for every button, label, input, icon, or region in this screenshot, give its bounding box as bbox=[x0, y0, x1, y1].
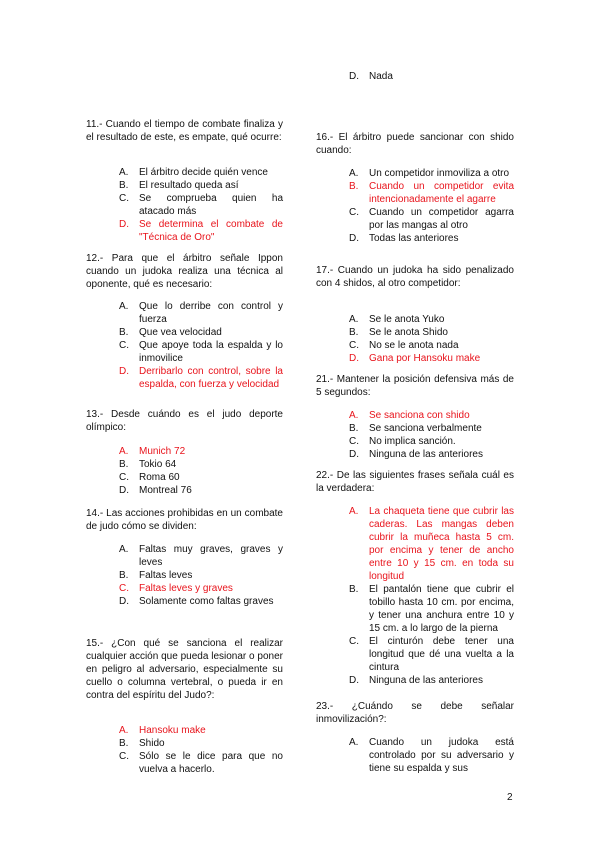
question-23 bbox=[316, 700, 514, 774]
option-text: Se le anota Yuko bbox=[369, 314, 445, 325]
option-d bbox=[86, 595, 283, 608]
option-letter: C. bbox=[349, 340, 359, 351]
question-13 bbox=[86, 408, 283, 496]
option-c bbox=[316, 206, 514, 232]
option-letter: D. bbox=[349, 71, 359, 82]
options-list bbox=[316, 167, 514, 245]
option-b-correct bbox=[316, 180, 514, 206]
question-text: 13.- Desde cuándo es el judo deporte olímpico: bbox=[86, 409, 283, 433]
option-text: No se le anota nada bbox=[369, 340, 459, 351]
option-letter: B. bbox=[119, 180, 129, 191]
option-text: Shido bbox=[139, 738, 165, 749]
option-letter: D. bbox=[119, 485, 129, 496]
option-d bbox=[316, 448, 514, 461]
option-a bbox=[86, 166, 283, 179]
option-letter: B. bbox=[349, 181, 359, 192]
option-b bbox=[86, 569, 283, 582]
options-list bbox=[316, 70, 514, 83]
option-letter: D. bbox=[119, 366, 129, 377]
option-letter: A. bbox=[119, 301, 129, 312]
option-text: Se sanciona verbalmente bbox=[369, 423, 482, 434]
option-b bbox=[316, 326, 514, 339]
option-a bbox=[86, 543, 283, 569]
option-text: El árbitro decide quién vence bbox=[139, 167, 268, 178]
option-letter: B. bbox=[119, 459, 129, 470]
option-text: Se determina el combate de "Técnica de Oro" bbox=[139, 219, 283, 243]
option-text: Cuando un judoka está controlado por su adversario y tiene su espalda y sus bbox=[369, 737, 514, 774]
option-letter: A. bbox=[119, 446, 129, 457]
option-letter: A. bbox=[349, 168, 359, 179]
option-c bbox=[316, 635, 514, 674]
option-d bbox=[316, 674, 514, 687]
option-a bbox=[86, 300, 283, 326]
option-b bbox=[316, 422, 514, 435]
option-letter: A. bbox=[349, 737, 359, 748]
option-b bbox=[316, 583, 514, 635]
option-d bbox=[316, 232, 514, 245]
option-letter: D. bbox=[119, 219, 129, 230]
option-text: Que lo derribe con control y fuerza bbox=[139, 301, 283, 325]
option-text: Gana por Hansoku make bbox=[369, 353, 481, 364]
option-letter: C. bbox=[119, 472, 129, 483]
option-letter: C. bbox=[119, 193, 129, 204]
option-b bbox=[86, 737, 283, 750]
option-text: Solamente como faltas graves bbox=[139, 596, 274, 607]
question-text: 22.- De las siguientes frases señala cuál es la verdadera: bbox=[316, 470, 514, 494]
option-letter: C. bbox=[349, 636, 359, 647]
question-14 bbox=[86, 507, 283, 607]
options-list bbox=[86, 300, 283, 391]
option-letter: B. bbox=[349, 423, 359, 434]
question-text: 11.- Cuando el tiempo de combate finaliza y el resultado de este, es empate, qué ocurre: bbox=[86, 119, 283, 143]
option-text: Se sanciona con shido bbox=[369, 410, 470, 421]
option-letter: B. bbox=[119, 570, 129, 581]
option-text: Un competidor inmoviliza a otro bbox=[369, 168, 510, 179]
options-list bbox=[86, 166, 283, 244]
option-d bbox=[316, 70, 514, 83]
option-c bbox=[316, 339, 514, 352]
option-letter: A. bbox=[349, 410, 359, 421]
option-c-correct bbox=[86, 582, 283, 595]
option-letter: A. bbox=[119, 544, 129, 555]
option-a-correct bbox=[316, 505, 514, 583]
option-letter: C. bbox=[349, 207, 359, 218]
option-text: El resultado queda así bbox=[139, 180, 239, 191]
option-text: Faltas leves bbox=[139, 570, 193, 581]
option-text: Derribarlo con control, sobre la espalda, con fuerza y velocidad bbox=[139, 366, 283, 390]
option-c bbox=[86, 471, 283, 484]
question-22 bbox=[316, 469, 514, 686]
option-text: Faltas leves y graves bbox=[139, 583, 233, 594]
options-list bbox=[316, 505, 514, 687]
option-letter: B. bbox=[349, 584, 359, 595]
option-text: Se le anota Shido bbox=[369, 327, 448, 338]
option-a bbox=[316, 736, 514, 775]
option-text: Cuando un competidor evita intencionadamente el agarre bbox=[369, 181, 514, 205]
option-letter: C. bbox=[119, 583, 129, 594]
option-d-correct bbox=[86, 365, 283, 391]
option-text: Cuando un competidor agarra por las mangas al otro bbox=[369, 207, 514, 231]
option-text: Que vea velocidad bbox=[139, 327, 222, 338]
option-d-correct bbox=[86, 218, 283, 244]
option-text: Faltas muy graves, graves y leves bbox=[139, 544, 283, 568]
option-text: Hansoku make bbox=[139, 725, 206, 736]
option-letter: D. bbox=[349, 449, 359, 460]
options-list bbox=[316, 736, 514, 775]
option-letter: D. bbox=[349, 353, 359, 364]
option-text: El pantalón tiene que cubrir el tobillo hasta 10 cm. por encima, y tener una anchura entre 10 y 15 cm. a lo largo de la pierna bbox=[369, 584, 514, 634]
options-list bbox=[316, 313, 514, 365]
option-text: Se comprueba quien ha atacado más bbox=[139, 193, 283, 217]
option-text: Todas las anteriores bbox=[369, 233, 459, 244]
option-b bbox=[86, 326, 283, 339]
option-letter: D. bbox=[349, 675, 359, 686]
question-text: 12.- Para que el árbitro señale Ippon cuando un judoka realiza una técnica al oponente, qué es necesario: bbox=[86, 253, 283, 290]
option-letter: A. bbox=[349, 314, 359, 325]
question-16 bbox=[316, 131, 514, 244]
option-letter: B. bbox=[119, 738, 129, 749]
options-list bbox=[86, 724, 283, 776]
question-text: 23.- ¿Cuándo se debe señalar inmovilización?: bbox=[316, 701, 514, 725]
option-a-correct bbox=[86, 445, 283, 458]
question-11 bbox=[86, 118, 283, 243]
option-text: Sólo se le dice para que no vuelva a hacerlo. bbox=[139, 751, 283, 775]
options-list bbox=[86, 543, 283, 608]
question-text: 21.- Mantener la posición defensiva más de 5 segundos: bbox=[316, 374, 514, 398]
option-letter: D. bbox=[349, 233, 359, 244]
option-text: Roma 60 bbox=[139, 472, 180, 483]
option-c bbox=[316, 435, 514, 448]
option-text: Ninguna de las anteriores bbox=[369, 675, 483, 686]
option-letter: B. bbox=[119, 327, 129, 338]
question-15 bbox=[86, 637, 283, 775]
option-letter: C. bbox=[349, 436, 359, 447]
option-c bbox=[86, 750, 283, 776]
option-text: El cinturón debe tener una longitud que dé una vuelta a la cintura bbox=[369, 636, 514, 673]
option-d bbox=[86, 484, 283, 497]
option-b bbox=[86, 179, 283, 192]
question-text: 17.- Cuando un judoka ha sido penalizado con 4 shidos, al otro competidor: bbox=[316, 265, 514, 289]
question-12 bbox=[86, 252, 283, 390]
option-text: Nada bbox=[369, 71, 393, 82]
options-list bbox=[316, 409, 514, 461]
question-17 bbox=[316, 264, 514, 364]
question-text: 15.- ¿Con qué se sanciona el realizar cualquier acción que pueda lesionar o poner en peligro al adversario, especialmente su cuello o columna vertebral, o pueda ir en contra del espíritu del Judo?: bbox=[86, 638, 283, 701]
option-text: No implica sanción. bbox=[369, 436, 456, 447]
option-text: Ninguna de las anteriores bbox=[369, 449, 483, 460]
option-letter: D. bbox=[119, 596, 129, 607]
question-text: 16.- El árbitro puede sancionar con shido cuando: bbox=[316, 132, 514, 156]
option-text: Munich 72 bbox=[139, 446, 186, 457]
option-letter: A. bbox=[119, 167, 129, 178]
option-b bbox=[86, 458, 283, 471]
option-letter: C. bbox=[119, 751, 129, 762]
option-letter: A. bbox=[349, 506, 359, 517]
option-text: Que apoye toda la espalda y lo inmovilice bbox=[139, 340, 283, 364]
option-text: Tokio 64 bbox=[139, 459, 177, 470]
option-c bbox=[86, 192, 283, 218]
option-a bbox=[316, 313, 514, 326]
options-list bbox=[86, 445, 283, 497]
option-a-correct bbox=[316, 409, 514, 422]
question-text: 14.- Las acciones prohibidas en un combate de judo cómo se dividen: bbox=[86, 508, 283, 532]
question-21 bbox=[316, 373, 514, 460]
option-a-correct bbox=[86, 724, 283, 737]
option-letter: B. bbox=[349, 327, 359, 338]
option-text: La chaqueta tiene que cubrir las caderas. Las mangas deben cubrir la muñeca hasta 5 cm. por encima y tener de ancho entre 10 y 15 cm. en toda su longitud bbox=[369, 506, 514, 582]
option-a bbox=[316, 167, 514, 180]
option-letter: C. bbox=[119, 340, 129, 351]
option-c bbox=[86, 339, 283, 365]
page-number: 2 bbox=[507, 792, 513, 803]
option-d-correct bbox=[316, 352, 514, 365]
option-text: Montreal 76 bbox=[139, 485, 192, 496]
option-letter: A. bbox=[119, 725, 129, 736]
